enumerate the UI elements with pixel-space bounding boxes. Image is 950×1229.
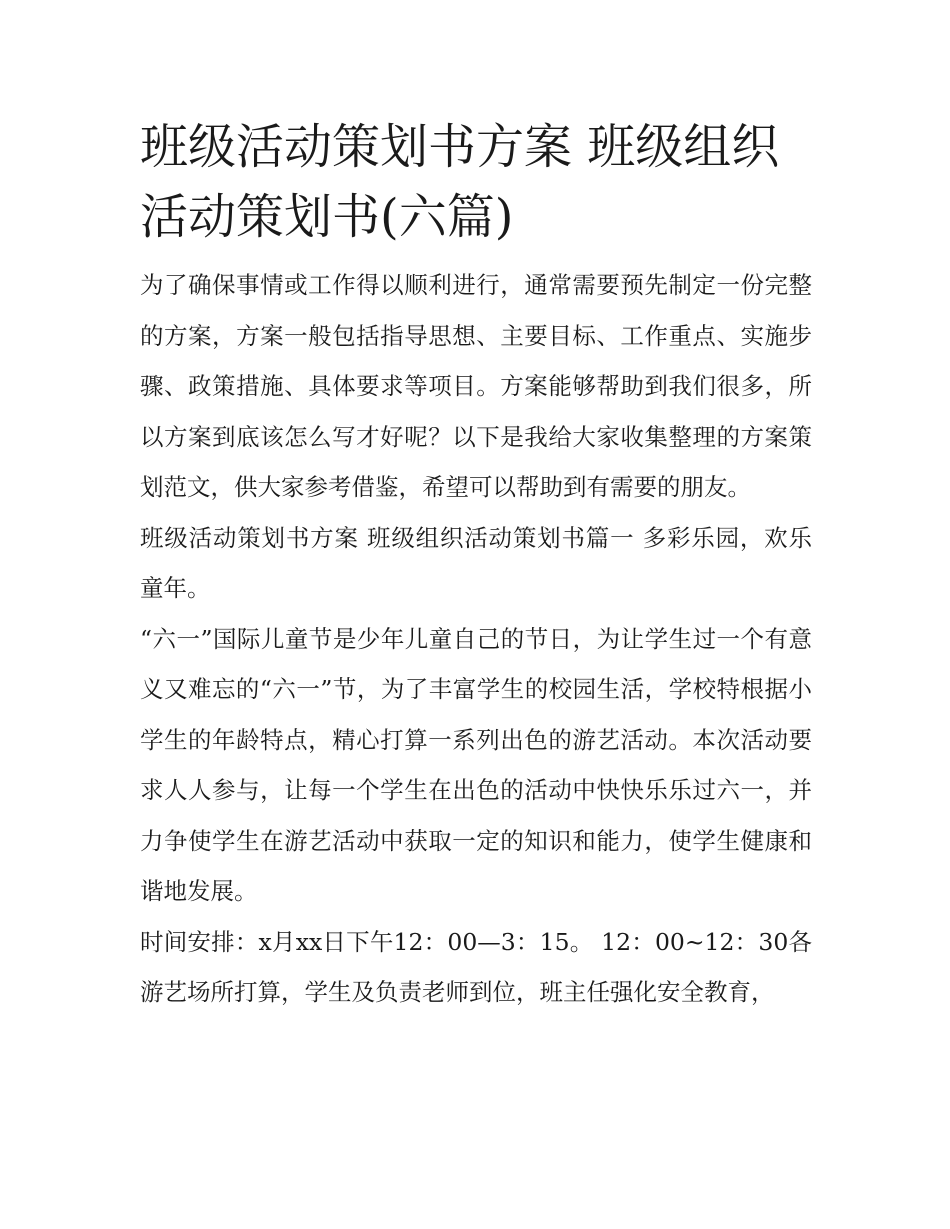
document-title: 班级活动策划书方案 班级组织活动策划书(六篇) bbox=[140, 119, 780, 245]
intro-paragraph: 为了确保事情或工作得以顺利进行，通常需要预先制定一份完整的方案，方案一般包括指导思想、主要目标、工作重点、实施步骤、政策措施、具体要求等项目。方案能够帮助到我们很多，所以方案到底该怎么写才好呢？以下是我给大家收集整理的方案策划范文，供大家参考借鉴，希望可以帮助到有需要的朋友。 bbox=[140, 271, 812, 501]
schedule-paragraph: 时间安排：x月xx日下午12：00—3：15。 12：00~12：30各游艺场所打算，学生及负责老师到位，班主任强化安全教育， bbox=[140, 927, 812, 1006]
document-page bbox=[140, 112, 812, 1018]
body-paragraph: “六一”国际儿童节是少年儿童自己的节日，为让学生过一个有意义又难忘的“六一”节，为了丰富学生的校园生活，学校特根据小学生的年龄特点，精心打算一系列出色的游艺活动。本次活动要求人人参与，让每一个学生在出色的活动中快快乐乐过六一，并力争使学生在游艺活动中获取一定的知识和能力，使学生健康和谐地发展。 bbox=[140, 624, 812, 905]
section-heading-paragraph: 班级活动策划书方案 班级组织活动策划书篇一 多彩乐园，欢乐童年。 bbox=[140, 523, 812, 602]
